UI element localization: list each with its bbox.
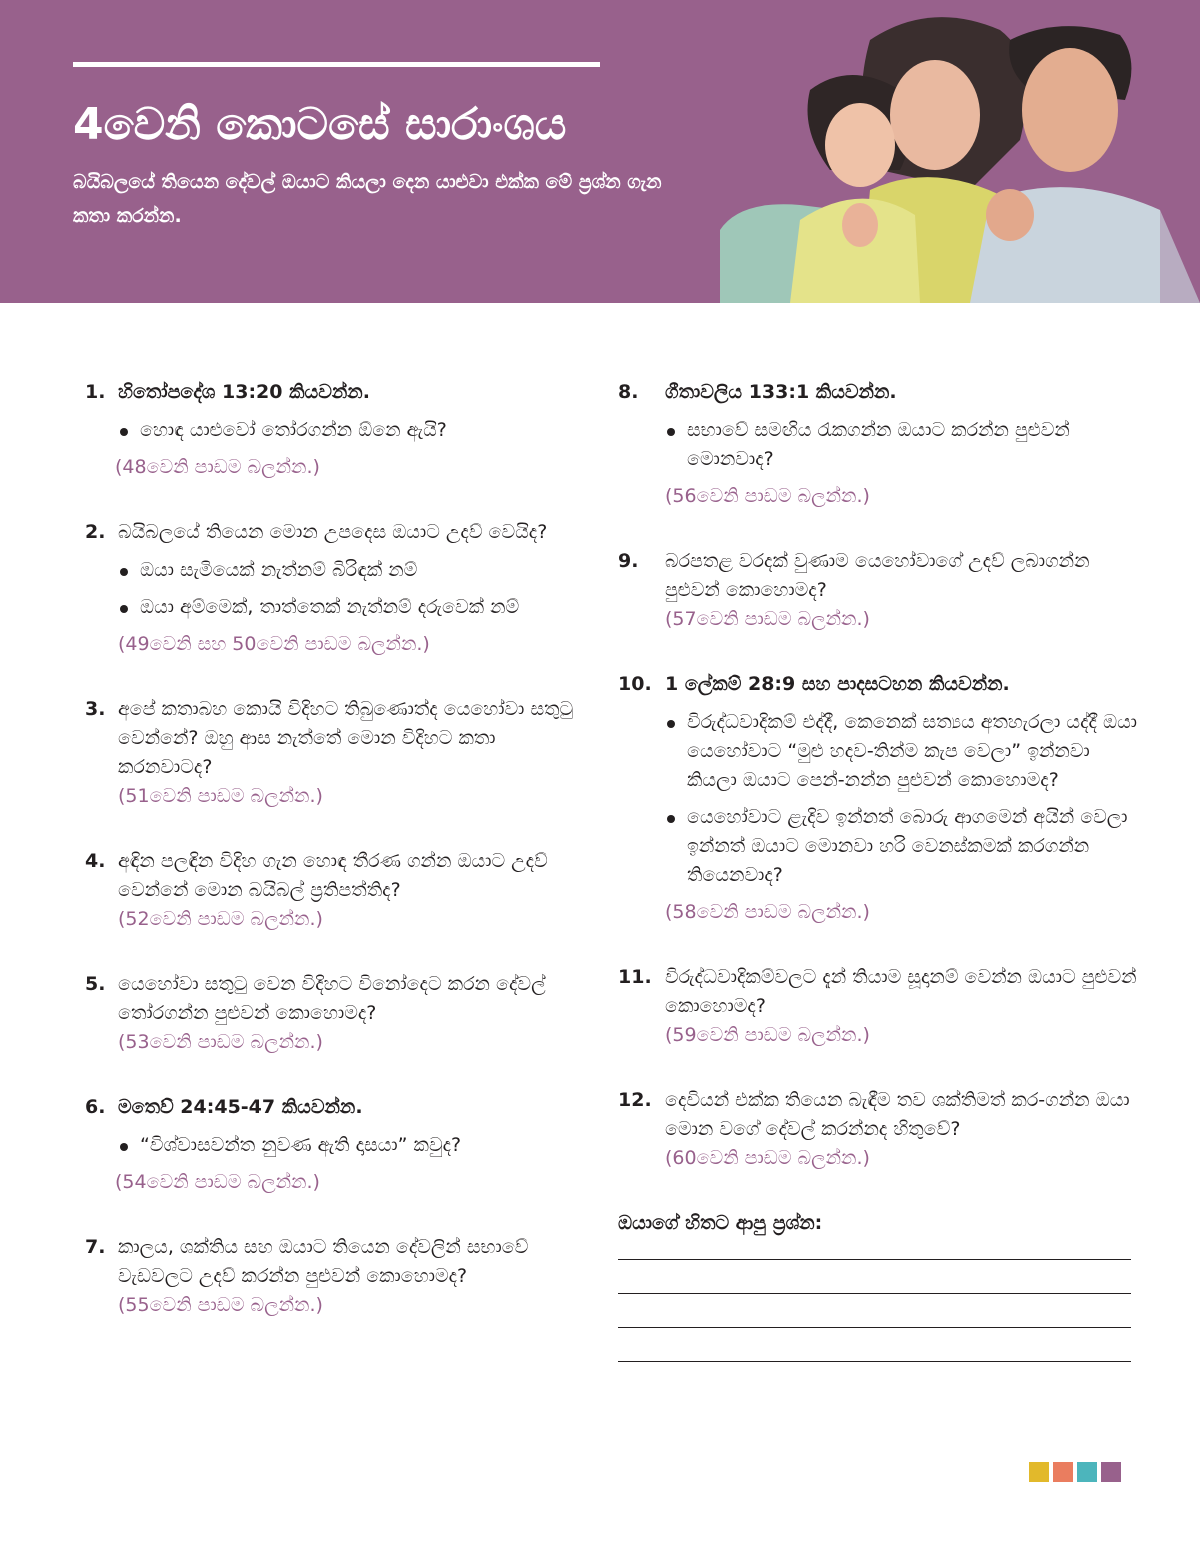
question-number: 12. bbox=[618, 1089, 652, 1111]
write-line[interactable] bbox=[618, 1293, 1131, 1294]
bullet-icon bbox=[667, 815, 675, 823]
questions-right-column bbox=[618, 378, 1138, 1362]
write-line[interactable] bbox=[618, 1361, 1131, 1362]
bullet-item: “විශ්වාසවන්ත නුවණ ඇති දාසයා” කවුද? bbox=[118, 1131, 585, 1160]
write-line[interactable] bbox=[618, 1259, 1131, 1260]
bullet-icon bbox=[667, 428, 675, 436]
lesson-reference: (59වෙනි පාඩම බලන්න.) bbox=[665, 1024, 870, 1046]
bullet-icon bbox=[120, 1143, 128, 1151]
page-subtitle: බයිබලයේ තියෙන දේවල් ඔයාට කියලා දෙන යාළුවා එක්ක මේ ප්‍රශ්න ගැන කතා කරන්න. bbox=[73, 171, 662, 227]
question-number: 3. bbox=[85, 698, 106, 720]
question-number: 9. bbox=[618, 550, 639, 572]
question-text: බරපතළ වරදක් වුණාම යෙහෝවාගේ උදව් ලබාගන්න පුළුවන් කොහොමද? bbox=[665, 550, 1090, 601]
page-title: 4වෙනි කොටසේ සාරාංශය bbox=[73, 99, 567, 150]
swatch-yellow bbox=[1029, 1462, 1049, 1482]
question-number: 4. bbox=[85, 850, 106, 872]
question-5 bbox=[85, 970, 585, 1057]
lesson-reference: (58වෙනි පාඩම බලන්න.) bbox=[665, 901, 870, 923]
question-number: 6. bbox=[85, 1096, 106, 1118]
question-number: 8. bbox=[618, 381, 639, 403]
color-swatches bbox=[1029, 1462, 1121, 1482]
question-2 bbox=[85, 518, 585, 659]
bullet-list bbox=[85, 556, 585, 622]
question-6 bbox=[85, 1093, 585, 1197]
question-text: ගීතාවලිය 133:1 කියවන්න. bbox=[665, 381, 897, 403]
lesson-reference: (55වෙනි පාඩම බලන්න.) bbox=[118, 1294, 323, 1316]
question-text: අපේ කතාබහ කොයි විදිහට තිබුණොත්ද යෙහෝවා සතුටු වෙන්නේ? ඔහු ආස නැත්තේ මොන විදිහට කතා කරනවාටද? bbox=[118, 698, 574, 778]
bullet-icon bbox=[120, 605, 128, 613]
lesson-reference: (57වෙනි පාඩම බලන්න.) bbox=[665, 608, 870, 630]
question-number: 11. bbox=[618, 966, 652, 988]
bullet-icon bbox=[120, 568, 128, 576]
swatch-orange bbox=[1053, 1462, 1073, 1482]
lesson-reference: (49වෙනි සහ 50වෙනි පාඩම බලන්න.) bbox=[118, 633, 430, 655]
bullet-list bbox=[618, 416, 1138, 474]
lesson-reference: (48වෙනි පාඩම බලන්න.) bbox=[115, 456, 320, 478]
swatch-teal bbox=[1077, 1462, 1097, 1482]
question-1 bbox=[85, 378, 585, 482]
questions-left-column bbox=[85, 378, 585, 1356]
header-banner bbox=[0, 0, 1200, 303]
question-10 bbox=[618, 670, 1138, 927]
header-rule bbox=[73, 62, 600, 67]
lesson-reference: (53වෙනි පාඩම බලන්න.) bbox=[118, 1031, 323, 1053]
question-text: විරුද්ධවාදිකම්වලට දැන් තියාම සූදානම් වෙන්න ඔයාට පුළුවන් කොහොමද? bbox=[665, 966, 1137, 1017]
question-text: අඳින පලඳින විදිහ ගැන හොඳ තීරණ ගන්න ඔයාට උදව් වෙන්නේ මොන බයිබල් ප්‍රතිපත්තිද? bbox=[118, 850, 548, 901]
question-9 bbox=[618, 547, 1138, 634]
bullet-item: ඔයා සැමියෙක් නැත්නම් බිරිඳක් නම් bbox=[118, 556, 585, 585]
lesson-reference: (60වෙනි පාඩම බලන්න.) bbox=[665, 1147, 870, 1169]
swatch-purple bbox=[1101, 1462, 1121, 1482]
question-number: 1. bbox=[85, 381, 106, 403]
lesson-reference: (56වෙනි පාඩම බලන්න.) bbox=[665, 485, 870, 507]
question-8 bbox=[618, 378, 1138, 511]
question-text: යෙහෝවා සතුටු වෙන විදිහට විනෝදෙට කරන දේවල් තෝරගන්න පුළුවන් කොහොමද? bbox=[118, 973, 546, 1024]
bullet-icon bbox=[667, 720, 675, 728]
question-text: මතෙව් 24:45-47 කියවන්න. bbox=[118, 1096, 363, 1118]
bullet-list bbox=[618, 708, 1138, 890]
question-number: 7. bbox=[85, 1236, 106, 1258]
your-questions-label: ඔයාගේ හිතට ආපු ප්‍රශ්න: bbox=[618, 1212, 823, 1234]
question-text: දෙවියන් එක්ක තියෙන බැඳීම තව ශක්තිමත් කර-ගන්න ඔයා මොන වගේ දේවල් කරන්නද හිතුවේ? bbox=[665, 1089, 1130, 1140]
bullet-item: විරුද්ධවාදිකම් එද්දී, කෙනෙක් සත්‍යය අතහැරලා යද්දී ඔයා යෙහෝවාට “මුළු හදව-තින්ම කැප වෙලා” ඉන්නවා කියලා ඔයාට පෙන්-නන්න පුළුවන් කොහොමද? bbox=[665, 708, 1138, 795]
bullet-list bbox=[85, 1131, 585, 1160]
question-4 bbox=[85, 847, 585, 934]
bullet-list bbox=[85, 416, 585, 445]
bullet-item: යෙහෝවාට ළැදිව ඉන්නත් බොරු ආගමෙන් අයින් වෙලා ඉන්නත් ඔයාට මොනවා හරි වෙනස්කමක් කරගන්න තියෙනවාද? bbox=[665, 803, 1138, 890]
lesson-reference: (52වෙනි පාඩම බලන්න.) bbox=[118, 908, 323, 930]
question-7 bbox=[85, 1233, 585, 1320]
question-text: 1 ලේකම් 28:9 සහ පාදසටහන කියවන්න. bbox=[665, 673, 1010, 695]
question-number: 2. bbox=[85, 521, 106, 543]
write-line[interactable] bbox=[618, 1327, 1131, 1328]
lesson-reference: (54වෙනි පාඩම බලන්න.) bbox=[115, 1171, 320, 1193]
question-number: 10. bbox=[618, 673, 652, 695]
question-text: කාලය, ශක්තිය සහ ඔයාට තියෙන දේවලින් සභාවේ වැඩවලට උදව් කරන්න පුළුවන් කොහොමද? bbox=[118, 1236, 529, 1287]
family-praying-illustration bbox=[720, 0, 1200, 303]
question-text: බයිබලයේ තියෙන මොන උපදෙස ඔයාට උදව් වෙයිද? bbox=[118, 521, 548, 543]
bullet-item: හොඳ යාළුවෝ තෝරගන්න ඕනෙ ඇයි? bbox=[118, 416, 585, 445]
question-3 bbox=[85, 695, 585, 811]
question-number: 5. bbox=[85, 973, 106, 995]
bullet-icon bbox=[120, 428, 128, 436]
bullet-item: ඔයා අම්මෙක්, තාත්තෙක් නැත්නම් දරුවෙක් නම් bbox=[118, 593, 585, 622]
your-questions-section bbox=[618, 1209, 1138, 1362]
bullet-item: සභාවේ සමඟිය රැකගන්න ඔයාට කරන්න පුළුවන් මොනවාද? bbox=[665, 416, 1138, 474]
question-11 bbox=[618, 963, 1138, 1050]
question-text: හිතෝපදේශ 13:20 කියවන්න. bbox=[118, 381, 370, 403]
question-12 bbox=[618, 1086, 1138, 1173]
lesson-reference: (51වෙනි පාඩම බලන්න.) bbox=[118, 785, 323, 807]
